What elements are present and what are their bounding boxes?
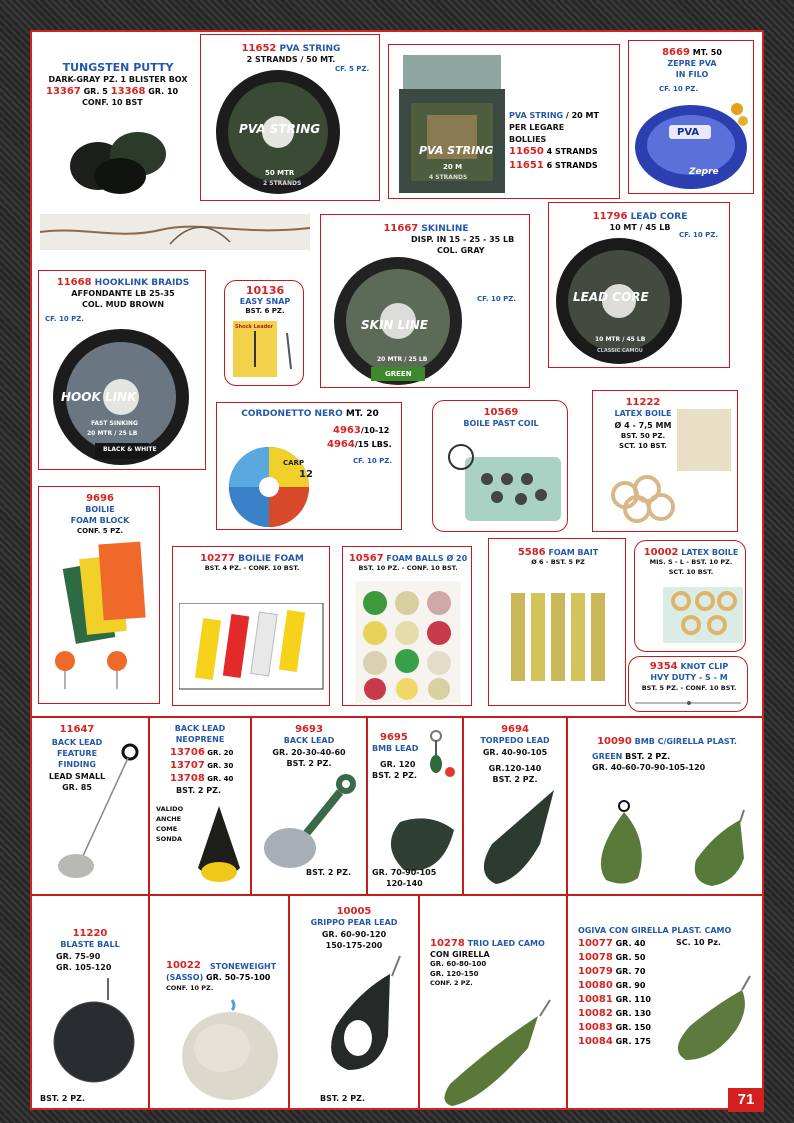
pva-box-meta: 20 M [443, 163, 463, 171]
ogiva-row-weight: GR. 175 [615, 1037, 651, 1046]
bmb-line1: GR. 120 [380, 760, 416, 769]
latexboile-image [597, 409, 737, 529]
cordonetto [216, 402, 402, 530]
grippo-line3: BST. 2 PZ. [320, 1094, 365, 1103]
ogiva-row-code: 10077 [578, 938, 613, 949]
backlead2-name1: BACK LEAD [174, 724, 226, 733]
foam-block-9696 [38, 486, 160, 704]
backlead2-image [194, 804, 244, 890]
zepre-logo: PVA [677, 127, 700, 138]
cordonetto-variant-2: /15 LBS. [354, 440, 392, 449]
tungsten-weight-2: GR. 10 [148, 87, 179, 96]
backlead1-name2: FEATURE [56, 749, 98, 758]
pva-spool-meta: 50 MTR [265, 169, 295, 177]
skinline-line2: COL. GRAY [437, 246, 485, 255]
cordonetto-suffix: MT. 20 [345, 409, 379, 419]
boiliefoam-code: 10277 [200, 553, 235, 564]
skinline-code: 11667 [383, 223, 419, 234]
foamblock-name2: FOAM BLOCK [70, 516, 130, 525]
skinline-spool-label: SKIN LINE [361, 318, 428, 332]
hooklink-name: HOOKLINK BRAIDS [94, 278, 190, 288]
pva-box-code-2: 11651 [509, 160, 544, 171]
backlead3-name: BACK LEAD [283, 736, 335, 745]
foambait-image [507, 589, 611, 685]
boilepast-name: BOILE PAST COIL [463, 419, 539, 428]
hooklink-spool-sub: BLACK & WHITE [103, 446, 157, 453]
bmbgirella-line1b: BST. 2 PZ. [625, 752, 671, 761]
latexboile-line3: SCT. 10 BST. [619, 442, 667, 450]
bmbgirella-name: BMB C/GIRELLA PLAST. [634, 737, 737, 746]
blaste-line2: GR. 105-120 [56, 963, 112, 972]
ogiva-row [578, 1022, 651, 1034]
bmb-image [370, 726, 462, 876]
knot-clip-9354 [628, 656, 748, 712]
backlead1-image [46, 738, 146, 888]
foamblock-image [45, 539, 155, 699]
foamblock-name: BOILIE [85, 505, 115, 514]
backlead3-code: 9693 [295, 724, 323, 735]
leadcore-line1: 10 MT / 45 LB [609, 223, 671, 232]
torpedo-line2: GR.120-140 [488, 764, 542, 773]
pva-box-line3: BOLLIES [509, 135, 547, 144]
ogiva-row-code: 10082 [578, 1008, 613, 1019]
leadcore-cf: CF. 10 PZ. [679, 231, 719, 239]
easysnap-name: EASY SNAP [239, 297, 291, 306]
pva-box-suffix: / 20 MT [565, 111, 599, 120]
ogiva-row-code: 10078 [578, 952, 613, 963]
ogiva-row [578, 966, 645, 978]
backlead2-weight-1: GR. 20 [207, 749, 234, 757]
skinline-cf: CF. 10 PZ. [477, 295, 517, 303]
ogiva-row-weight: GR. 90 [615, 981, 646, 990]
zepre-code: 8669 [662, 47, 690, 58]
skinline-name: SKINLINE [421, 224, 469, 234]
cordonetto-code-1: 4963 [333, 425, 361, 436]
back-lead-neoprene [150, 718, 250, 894]
stoneweight-10022 [150, 896, 288, 1110]
tungsten-title: TUNGSTEN PUTTY [62, 61, 174, 74]
blaste-code: 11220 [72, 928, 108, 939]
backlead2-name2: NEOPRENE [175, 735, 225, 744]
ogiva-row-code: 10080 [578, 980, 613, 991]
bmbgirella-code: 10090 [597, 736, 632, 747]
boilepast-code: 10569 [483, 407, 519, 418]
boiliefoam-name: BOILIE FOAM [238, 554, 304, 564]
stone-code: 10022 [166, 960, 201, 971]
ogiva-row [578, 952, 645, 964]
blaste-name: BLASTE BALL [60, 940, 120, 949]
stone-image [172, 996, 282, 1106]
bmb-line2: BST. 2 PZ. [372, 771, 417, 780]
torpedo-line1: GR. 40-90-105 [482, 748, 548, 757]
grippo-code: 10005 [336, 906, 372, 917]
zepre-line1: ZEPRE PVA [667, 59, 717, 68]
tungsten-weight-1: GR. 5 [83, 87, 108, 96]
foamballs-name: FOAM BALLS Ø 20 [386, 554, 468, 563]
grippo-pear-lead-10005 [290, 896, 418, 1110]
backlead2-valido-2: ANCHE [156, 815, 182, 823]
bmb-name: BMB LEAD [372, 744, 419, 753]
ogiva-row-code: 10079 [578, 966, 613, 977]
ogiva-row [578, 994, 651, 1006]
leadcore-spool-meta: 10 MTR / 45 LB [595, 336, 646, 343]
ogiva-name: OGIVA CON GIRELLA PLAST. CAMO [578, 926, 732, 935]
blaste-image [46, 976, 136, 1088]
backlead3-line1: GR. 20-30-40-60 [272, 748, 346, 757]
easysnap-code: 10136 [245, 284, 285, 297]
latexboile-line1: Ø 4 - 7,5 MM [614, 421, 672, 430]
ogiva-row-weight: GR. 110 [615, 995, 651, 1004]
tungsten-conf: CONF. 10 BST [82, 98, 143, 107]
skinline-spool-meta: 20 MTR / 25 LB [377, 356, 428, 363]
latexboile2-name: LATEX BOILE [681, 548, 739, 557]
easysnap-line1: BST. 6 PZ. [245, 307, 285, 315]
bmb-girella-10090 [568, 718, 764, 894]
bmbgirella-line2: GR. 40-60-70-90-105-120 [592, 763, 706, 772]
back-lead-9693 [252, 718, 366, 894]
knotclip-name: KNOT CLIP [680, 662, 729, 671]
hooklink-cf: CF. 10 PZ. [45, 315, 85, 323]
backlead3-image [260, 770, 364, 870]
backlead1-name3: FINDING [57, 760, 96, 769]
tungsten-desc: DARK-GRAY PZ. 1 BLISTER BOX [48, 75, 188, 84]
backlead1-code: 11647 [59, 724, 95, 735]
ogiva-row-code: 10083 [578, 1022, 613, 1033]
ogiva-row [578, 938, 645, 950]
easysnap-pack-label: Shock Leader [235, 324, 274, 330]
backlead2-weight-2: GR. 30 [207, 762, 234, 770]
bmbgirella-image [594, 798, 762, 890]
cordonetto-spool-label: CARP [283, 459, 305, 467]
backlead2-valido-3: COME [156, 825, 178, 833]
trio-image [432, 992, 562, 1110]
latexboile2-line1: MIS. S - L - BST. 10 PZ. [649, 558, 733, 566]
latexboile2-line2: SCT. 10 BST. [668, 568, 714, 576]
tungsten-code-2: 13368 [110, 86, 146, 97]
pva-box-label: PVA STRING [419, 144, 494, 157]
trio-lead-camo-10278 [420, 896, 566, 1110]
cordonetto-code-2: 4964 [327, 439, 355, 450]
pva-string-box [388, 44, 620, 199]
knotclip-code: 9354 [649, 661, 678, 672]
torpedo-code: 9694 [501, 724, 529, 735]
skinline-line1: DISP. IN 15 - 25 - 35 LB [411, 235, 515, 244]
pva-string-name: PVA STRING [279, 44, 341, 54]
pva-string-code: 11652 [241, 43, 277, 54]
pva-box-name: PVA STRING [509, 111, 564, 120]
foam-balls-10567 [342, 546, 472, 706]
hooklink-spool-meta2: 20 MTR / 25 LB [87, 430, 138, 437]
cordonetto-variant-1: /10-12 [360, 426, 390, 435]
easysnap-10136 [224, 280, 304, 386]
boilie-foam-10277 [172, 546, 330, 706]
torpedo-image [468, 784, 564, 890]
foamblock-line1: CONF. 5 PZ. [77, 527, 123, 535]
grippo-name: GRIPPO PEAR LEAD [310, 918, 398, 927]
leadcore-name: LEAD CORE [630, 212, 688, 222]
latexboile-name: LATEX BOILE [614, 409, 672, 418]
skinline-11667 [320, 214, 530, 388]
zepre-suffix: MT. 50 [692, 48, 722, 57]
pva-box-line2: PER LEGARE [509, 123, 565, 132]
trio-line4: CONF. 2 PZ. [430, 979, 473, 987]
backlead2-bst: BST. 2 PZ. [176, 786, 221, 795]
trio-line1: CON GIRELLA [430, 950, 490, 959]
bmb-lead-9695 [368, 718, 462, 894]
backlead2-valido-4: SONDA [156, 835, 183, 843]
zepre-line2: IN FILO [675, 70, 709, 79]
bmb-line4: 120-140 [386, 879, 423, 888]
ogiva-row-weight: GR. 150 [615, 1023, 651, 1032]
latexboile2-image [663, 587, 743, 643]
torpedo-lead-9694 [464, 718, 566, 894]
trio-name: TRIO LAED CAMO [467, 939, 545, 948]
tungsten-code-1: 13367 [46, 86, 81, 97]
boilepast-image [441, 435, 565, 527]
pva-string-desc: 2 STRANDS / 50 MT. [246, 55, 336, 64]
torpedo-name: TORPEDO LEAD [480, 736, 550, 745]
backlead1-line2: GR. 85 [62, 783, 92, 792]
ogiva-row-code: 10081 [578, 994, 613, 1005]
trio-line3: GR. 120-150 [430, 970, 479, 978]
bmb-line3: GR. 70-90-105 [372, 868, 437, 877]
knotclip-line2: BST. 5 PZ. - CONF. 10 BST. [641, 684, 737, 692]
latex-boile-11222 [592, 390, 738, 532]
backlead1-name1: BACK LEAD [51, 738, 103, 747]
grippo-image [308, 952, 412, 1086]
boiliefoam-image [179, 603, 325, 691]
hooklink-11668 [38, 270, 206, 470]
page-number: 71 [728, 1088, 764, 1112]
foamballs-code: 10567 [348, 553, 384, 564]
backlead2-code-1: 13706 [170, 747, 205, 758]
pva-spool-label: PVA STRING [239, 122, 321, 136]
ogiva-image [664, 956, 764, 1066]
knotclip-image [633, 695, 745, 709]
pva-box-variant-2: 6 STRANDS [546, 161, 598, 170]
leadcore-code: 11796 [592, 211, 628, 222]
cordonetto-spool-image [223, 443, 323, 527]
backlead2-weight-3: GR. 40 [207, 775, 234, 783]
stone-line2: CONF. 10 PZ. [166, 984, 214, 992]
ogiva-row-code: 10084 [578, 1036, 613, 1047]
leadcore-spool-sub: CLASSIC CAMOU [597, 348, 643, 354]
backlead2-code-2: 13707 [170, 760, 205, 771]
backlead3-line2: BST. 2 PZ. [286, 759, 332, 768]
torpedo-line3: BST. 2 PZ. [492, 775, 538, 784]
ogiva-sc: SC. 10 Pz. [676, 938, 721, 947]
foambait-code: 5586 [517, 547, 546, 558]
ogiva-row-weight: GR. 70 [615, 967, 646, 976]
knotclip-line1: HVY DUTY - S - M [650, 673, 728, 682]
foamballs-line1: BST. 10 PZ. - CONF. 10 BST. [358, 564, 458, 572]
foambait-line1: Ø 6 - BST. 5 PZ [531, 558, 585, 566]
ogiva-row-weight: GR. 40 [615, 939, 646, 948]
back-lead-11647 [32, 718, 148, 894]
pva-string-cf: CF. 5 PZ. [335, 65, 370, 73]
cordonetto-name: CORDONETTO NERO [241, 409, 343, 419]
hooklink-spool-meta: FAST SINKING [91, 420, 138, 427]
tungsten-putty-image [58, 114, 178, 194]
foam-bait-5586 [488, 538, 626, 706]
pva-box-variant-1: 4 STRANDS [546, 147, 598, 156]
backlead2-code-3: 13708 [170, 773, 205, 784]
bmb-code: 9695 [380, 732, 408, 743]
backlead3-line3: BST. 2 PZ. [306, 868, 351, 877]
hooklink-spool-label: HOOK LINK [61, 390, 137, 404]
trio-line2: GR. 60-80-100 [430, 960, 487, 968]
pva-box-sub: 4 STRANDS [429, 174, 468, 181]
ogiva-camo [568, 896, 764, 1110]
leadcore-11796 [548, 202, 730, 368]
zepre-pva-8669 [628, 40, 754, 194]
pva-box-code-1: 11650 [509, 146, 544, 157]
tungsten-putty-block [38, 58, 198, 198]
cordonetto-cf: CF. 10 PZ. [353, 457, 393, 465]
ogiva-row [578, 1036, 651, 1048]
foambait-name: FOAM BAIT [548, 548, 599, 557]
grippo-line1: GR. 60-90-120 [321, 930, 387, 939]
cordonetto-spool-num: 12 [299, 469, 313, 480]
blaste-line1: GR. 75-90 [56, 952, 101, 961]
boiliefoam-line1: BST. 4 PZ. - CONF. 10 BST. [204, 564, 300, 572]
latexboile-line2: BST. 50 PZ. [620, 432, 666, 440]
ogiva-row [578, 980, 645, 992]
trio-code: 10278 [430, 938, 465, 949]
boile-past-coil-10569 [432, 400, 568, 532]
stone-line1: GR. 50-75-100 [206, 973, 271, 982]
grippo-line2: 150-175-200 [325, 941, 383, 950]
ogiva-row [578, 1008, 651, 1020]
latexboile-code: 11222 [625, 397, 661, 408]
bmbgirella-line1a: GREEN [592, 752, 623, 761]
backlead2-valido-1: VALIDO [156, 805, 184, 813]
zepre-cf: CF. 10 PZ. [659, 85, 699, 93]
backlead1-line1: LEAD SMALL [48, 772, 106, 781]
ogiva-row-weight: GR. 130 [615, 1009, 651, 1018]
braid-strip-image [40, 214, 310, 250]
ogiva-row-weight: GR. 50 [615, 953, 646, 962]
zepre-brand: Zepre [689, 167, 719, 177]
skinline-spool-sub: GREEN [385, 370, 412, 378]
blaste-line3: BST. 2 PZ. [40, 1094, 85, 1103]
latexboile2-code: 10002 [643, 547, 679, 558]
pva-string-11652 [200, 34, 380, 201]
catalog-page [30, 30, 764, 1110]
foamballs-image [355, 581, 461, 703]
hooklink-code: 11668 [56, 277, 92, 288]
hooklink-line1: AFFONDANTE LB 25-35 [71, 289, 175, 298]
hooklink-line2: COL. MUD BROWN [81, 300, 165, 309]
blaste-ball-11220 [32, 896, 148, 1110]
pva-spool-sub: 2 STRANDS [263, 180, 302, 187]
latex-boile-10002 [634, 540, 746, 652]
stone-name: STONEWEIGHT [210, 962, 277, 971]
stone-name2: (SASSO) [166, 973, 204, 982]
leadcore-spool-label: LEAD CORE [573, 290, 649, 304]
foamblock-code: 9696 [86, 493, 114, 504]
